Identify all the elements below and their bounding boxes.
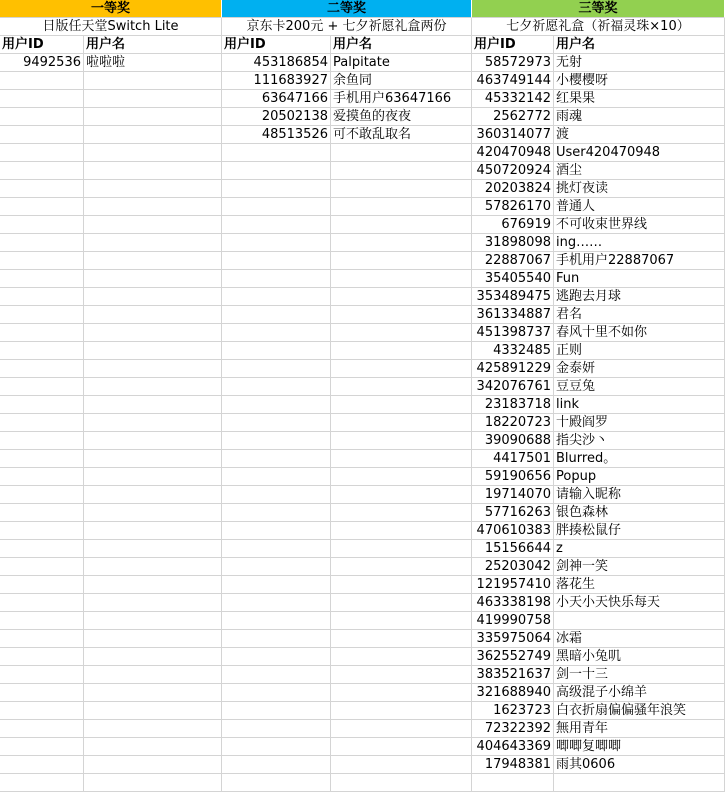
username-cell[interactable]: 十殿阎罗 (554, 414, 725, 432)
tier-prize[interactable]: 七夕祈愿礼盒（祈福灵珠×10） (472, 18, 725, 36)
username-cell[interactable] (84, 558, 222, 576)
user-id-cell[interactable]: 362552749 (472, 648, 554, 666)
username-cell[interactable] (331, 180, 472, 198)
username-cell[interactable] (331, 216, 472, 234)
username-cell[interactable]: 唧唧复唧唧 (554, 738, 725, 756)
username-cell[interactable]: 渡 (554, 126, 725, 144)
username-cell[interactable]: 逃跑去月球 (554, 288, 725, 306)
username-cell[interactable] (84, 72, 222, 90)
username-cell[interactable] (84, 702, 222, 720)
username-cell[interactable]: 君名 (554, 306, 725, 324)
user-id-cell[interactable] (0, 270, 84, 288)
username-cell[interactable] (331, 522, 472, 540)
user-id-cell[interactable]: 361334887 (472, 306, 554, 324)
username-cell[interactable] (331, 576, 472, 594)
user-id-cell[interactable] (222, 756, 331, 774)
username-cell[interactable] (84, 126, 222, 144)
user-id-cell[interactable] (0, 504, 84, 522)
user-id-cell[interactable] (222, 540, 331, 558)
user-id-cell[interactable] (0, 198, 84, 216)
username-cell[interactable]: 手机用户22887067 (554, 252, 725, 270)
user-id-cell[interactable]: 470610383 (472, 522, 554, 540)
user-id-cell[interactable] (222, 468, 331, 486)
user-id-cell[interactable]: 25203042 (472, 558, 554, 576)
username-cell[interactable] (331, 702, 472, 720)
user-id-cell[interactable] (0, 216, 84, 234)
user-id-cell[interactable] (222, 594, 331, 612)
user-id-cell[interactable] (222, 252, 331, 270)
username-cell[interactable] (331, 540, 472, 558)
tier-title[interactable]: 一等奖 (0, 0, 222, 18)
username-cell[interactable] (331, 162, 472, 180)
username-cell[interactable] (331, 378, 472, 396)
tier-title[interactable]: 三等奖 (472, 0, 725, 18)
user-id-cell[interactable]: 111683927 (222, 72, 331, 90)
username-cell[interactable] (84, 378, 222, 396)
username-cell[interactable] (331, 414, 472, 432)
user-id-cell[interactable] (222, 720, 331, 738)
username-cell[interactable]: 指尖沙丶 (554, 432, 725, 450)
user-id-cell[interactable]: 121957410 (472, 576, 554, 594)
username-cell[interactable] (84, 720, 222, 738)
user-id-cell[interactable] (0, 90, 84, 108)
username-cell[interactable] (84, 288, 222, 306)
username-cell[interactable] (84, 216, 222, 234)
user-id-cell[interactable] (0, 756, 84, 774)
username-cell[interactable]: link (554, 396, 725, 414)
user-id-cell[interactable]: 35405540 (472, 270, 554, 288)
username-cell[interactable] (331, 306, 472, 324)
username-cell[interactable] (84, 144, 222, 162)
username-cell[interactable]: 白衣折扇偏偏骚年浪笑 (554, 702, 725, 720)
user-id-cell[interactable]: 19714070 (472, 486, 554, 504)
username-cell[interactable] (84, 324, 222, 342)
username-cell[interactable]: z (554, 540, 725, 558)
username-cell[interactable] (84, 162, 222, 180)
user-id-cell[interactable] (222, 378, 331, 396)
user-id-cell[interactable]: 63647166 (222, 90, 331, 108)
user-id-cell[interactable]: 383521637 (472, 666, 554, 684)
user-id-cell[interactable] (0, 288, 84, 306)
user-id-cell[interactable] (222, 306, 331, 324)
username-cell[interactable] (84, 432, 222, 450)
user-id-cell[interactable] (222, 702, 331, 720)
username-cell[interactable]: 可不敢乱取名 (331, 126, 472, 144)
user-id-cell[interactable] (0, 378, 84, 396)
user-id-cell[interactable]: 676919 (472, 216, 554, 234)
username-cell[interactable] (331, 288, 472, 306)
username-cell[interactable]: 無用青年 (554, 720, 725, 738)
username-cell[interactable] (84, 270, 222, 288)
user-id-cell[interactable]: 353489475 (472, 288, 554, 306)
user-id-cell[interactable]: 15156644 (472, 540, 554, 558)
username-cell[interactable] (84, 594, 222, 612)
username-cell[interactable] (331, 684, 472, 702)
username-cell[interactable]: 春风十里不如你 (554, 324, 725, 342)
username-cell[interactable]: 普通人 (554, 198, 725, 216)
user-id-cell[interactable] (222, 234, 331, 252)
username-cell[interactable] (84, 450, 222, 468)
username-cell[interactable] (331, 450, 472, 468)
username-cell[interactable] (331, 360, 472, 378)
username-cell[interactable] (331, 144, 472, 162)
user-id-cell[interactable] (0, 738, 84, 756)
user-id-cell[interactable] (0, 648, 84, 666)
username-cell[interactable]: 爱摸鱼的夜夜 (331, 108, 472, 126)
user-id-cell[interactable]: 2562772 (472, 108, 554, 126)
tier-prize[interactable]: 京东卡200元 + 七夕祈愿礼盒两份 (222, 18, 472, 36)
user-id-cell[interactable] (0, 108, 84, 126)
user-id-cell[interactable] (0, 360, 84, 378)
user-id-cell[interactable]: 57716263 (472, 504, 554, 522)
user-id-cell[interactable] (0, 306, 84, 324)
user-id-cell[interactable]: 4417501 (472, 450, 554, 468)
user-id-cell[interactable] (0, 486, 84, 504)
user-id-cell[interactable] (222, 666, 331, 684)
column-header-username[interactable]: 用户名 (331, 36, 472, 54)
user-id-cell[interactable] (222, 270, 331, 288)
username-cell[interactable] (84, 306, 222, 324)
user-id-cell[interactable] (222, 396, 331, 414)
user-id-cell[interactable]: 404643369 (472, 738, 554, 756)
username-cell[interactable]: 高级混子小绵羊 (554, 684, 725, 702)
username-cell[interactable] (331, 594, 472, 612)
user-id-cell[interactable]: 59190656 (472, 468, 554, 486)
username-cell[interactable]: 剑一十三 (554, 666, 725, 684)
username-cell[interactable] (331, 486, 472, 504)
username-cell[interactable] (84, 630, 222, 648)
user-id-cell[interactable] (0, 720, 84, 738)
user-id-cell[interactable] (222, 180, 331, 198)
username-cell[interactable] (331, 738, 472, 756)
username-cell[interactable]: 银色森林 (554, 504, 725, 522)
username-cell[interactable] (331, 432, 472, 450)
username-cell[interactable] (84, 774, 222, 792)
user-id-cell[interactable]: 45332142 (472, 90, 554, 108)
username-cell[interactable]: 剑神一笑 (554, 558, 725, 576)
user-id-cell[interactable]: 39090688 (472, 432, 554, 450)
user-id-cell[interactable] (222, 324, 331, 342)
user-id-cell[interactable] (222, 504, 331, 522)
user-id-cell[interactable] (222, 342, 331, 360)
column-header-user-id[interactable]: 用户ID (222, 36, 331, 54)
user-id-cell[interactable]: 48513526 (222, 126, 331, 144)
username-cell[interactable] (331, 198, 472, 216)
user-id-cell[interactable] (0, 126, 84, 144)
username-cell[interactable]: 胖揍松鼠仔 (554, 522, 725, 540)
user-id-cell[interactable] (0, 684, 84, 702)
username-cell[interactable] (331, 558, 472, 576)
user-id-cell[interactable]: 342076761 (472, 378, 554, 396)
user-id-cell[interactable]: 17948381 (472, 756, 554, 774)
user-id-cell[interactable]: 57826170 (472, 198, 554, 216)
user-id-cell[interactable] (222, 288, 331, 306)
username-cell[interactable] (84, 576, 222, 594)
username-cell[interactable]: 小天小天快乐每天 (554, 594, 725, 612)
username-cell[interactable] (84, 612, 222, 630)
user-id-cell[interactable] (222, 414, 331, 432)
user-id-cell[interactable] (0, 666, 84, 684)
username-cell[interactable] (331, 774, 472, 792)
user-id-cell[interactable]: 360314077 (472, 126, 554, 144)
column-header-user-id[interactable]: 用户ID (0, 36, 84, 54)
username-cell[interactable] (84, 756, 222, 774)
username-cell[interactable] (331, 324, 472, 342)
user-id-cell[interactable] (222, 738, 331, 756)
username-cell[interactable] (331, 504, 472, 522)
username-cell[interactable] (331, 396, 472, 414)
user-id-cell[interactable] (0, 162, 84, 180)
username-cell[interactable] (554, 774, 725, 792)
user-id-cell[interactable] (222, 432, 331, 450)
username-cell[interactable] (331, 612, 472, 630)
username-cell[interactable] (331, 270, 472, 288)
user-id-cell[interactable]: 453186854 (222, 54, 331, 72)
user-id-cell[interactable] (222, 774, 331, 792)
user-id-cell[interactable] (0, 342, 84, 360)
column-header-user-id[interactable]: 用户ID (472, 36, 554, 54)
username-cell[interactable] (331, 756, 472, 774)
username-cell[interactable] (84, 522, 222, 540)
username-cell[interactable] (84, 396, 222, 414)
user-id-cell[interactable] (0, 612, 84, 630)
user-id-cell[interactable]: 335975064 (472, 630, 554, 648)
username-cell[interactable] (84, 90, 222, 108)
username-cell[interactable] (331, 666, 472, 684)
username-cell[interactable]: 正则 (554, 342, 725, 360)
username-cell[interactable]: 手机用户63647166 (331, 90, 472, 108)
username-cell[interactable] (84, 666, 222, 684)
username-cell[interactable] (331, 720, 472, 738)
username-cell[interactable] (84, 684, 222, 702)
username-cell[interactable]: 黑暗小兔叽 (554, 648, 725, 666)
user-id-cell[interactable]: 4332485 (472, 342, 554, 360)
user-id-cell[interactable] (0, 630, 84, 648)
user-id-cell[interactable] (222, 450, 331, 468)
user-id-cell[interactable] (222, 522, 331, 540)
username-cell[interactable]: 冰霜 (554, 630, 725, 648)
user-id-cell[interactable]: 321688940 (472, 684, 554, 702)
user-id-cell[interactable]: 451398737 (472, 324, 554, 342)
user-id-cell[interactable]: 22887067 (472, 252, 554, 270)
user-id-cell[interactable]: 425891229 (472, 360, 554, 378)
user-id-cell[interactable] (0, 252, 84, 270)
tier-prize[interactable]: 日版任天堂Switch Lite (0, 18, 222, 36)
username-cell[interactable]: 落花生 (554, 576, 725, 594)
user-id-cell[interactable] (222, 198, 331, 216)
username-cell[interactable] (84, 648, 222, 666)
username-cell[interactable] (84, 414, 222, 432)
username-cell[interactable]: 小樱樱呀 (554, 72, 725, 90)
user-id-cell[interactable]: 450720924 (472, 162, 554, 180)
user-id-cell[interactable] (0, 396, 84, 414)
username-cell[interactable] (84, 486, 222, 504)
user-id-cell[interactable] (0, 450, 84, 468)
username-cell[interactable]: Popup (554, 468, 725, 486)
username-cell[interactable]: 无射 (554, 54, 725, 72)
username-cell[interactable] (331, 648, 472, 666)
username-cell[interactable] (331, 252, 472, 270)
column-header-username[interactable]: 用户名 (84, 36, 222, 54)
user-id-cell[interactable] (0, 522, 84, 540)
user-id-cell[interactable] (222, 216, 331, 234)
username-cell[interactable]: 金泰妍 (554, 360, 725, 378)
user-id-cell[interactable] (0, 324, 84, 342)
username-cell[interactable] (84, 360, 222, 378)
user-id-cell[interactable] (0, 414, 84, 432)
username-cell[interactable] (84, 342, 222, 360)
user-id-cell[interactable]: 420470948 (472, 144, 554, 162)
user-id-cell[interactable] (0, 774, 84, 792)
username-cell[interactable] (84, 198, 222, 216)
user-id-cell[interactable] (222, 162, 331, 180)
username-cell[interactable] (84, 738, 222, 756)
user-id-cell[interactable]: 20502138 (222, 108, 331, 126)
user-id-cell[interactable] (0, 702, 84, 720)
column-header-username[interactable]: 用户名 (554, 36, 725, 54)
user-id-cell[interactable]: 31898098 (472, 234, 554, 252)
user-id-cell[interactable] (222, 684, 331, 702)
user-id-cell[interactable]: 20203824 (472, 180, 554, 198)
user-id-cell[interactable] (0, 144, 84, 162)
user-id-cell[interactable] (0, 234, 84, 252)
user-id-cell[interactable]: 72322392 (472, 720, 554, 738)
user-id-cell[interactable] (222, 360, 331, 378)
username-cell[interactable]: Palpitate (331, 54, 472, 72)
username-cell[interactable]: Blurred。 (554, 450, 725, 468)
username-cell[interactable] (331, 630, 472, 648)
user-id-cell[interactable]: 9492536 (0, 54, 84, 72)
username-cell[interactable]: 挑灯夜读 (554, 180, 725, 198)
user-id-cell[interactable]: 1623723 (472, 702, 554, 720)
user-id-cell[interactable] (222, 486, 331, 504)
user-id-cell[interactable] (0, 540, 84, 558)
username-cell[interactable]: User420470948 (554, 144, 725, 162)
username-cell[interactable] (84, 252, 222, 270)
user-id-cell[interactable]: 419990758 (472, 612, 554, 630)
username-cell[interactable]: 不可收束世界线 (554, 216, 725, 234)
username-cell[interactable] (554, 612, 725, 630)
user-id-cell[interactable] (0, 594, 84, 612)
username-cell[interactable]: ing…… (554, 234, 725, 252)
user-id-cell[interactable] (0, 558, 84, 576)
user-id-cell[interactable] (222, 612, 331, 630)
username-cell[interactable]: 雨其0606 (554, 756, 725, 774)
user-id-cell[interactable] (222, 576, 331, 594)
username-cell[interactable] (331, 468, 472, 486)
username-cell[interactable]: 啦啦啦 (84, 54, 222, 72)
user-id-cell[interactable]: 23183718 (472, 396, 554, 414)
user-id-cell[interactable] (0, 180, 84, 198)
user-id-cell[interactable] (222, 630, 331, 648)
username-cell[interactable] (84, 540, 222, 558)
username-cell[interactable] (84, 468, 222, 486)
username-cell[interactable] (84, 234, 222, 252)
username-cell[interactable]: Fun (554, 270, 725, 288)
user-id-cell[interactable]: 463338198 (472, 594, 554, 612)
username-cell[interactable]: 红果果 (554, 90, 725, 108)
user-id-cell[interactable] (222, 558, 331, 576)
user-id-cell[interactable] (0, 72, 84, 90)
username-cell[interactable] (331, 234, 472, 252)
username-cell[interactable]: 请输入昵称 (554, 486, 725, 504)
user-id-cell[interactable]: 58572973 (472, 54, 554, 72)
user-id-cell[interactable] (472, 774, 554, 792)
username-cell[interactable]: 豆豆兔 (554, 378, 725, 396)
user-id-cell[interactable] (222, 648, 331, 666)
username-cell[interactable] (84, 504, 222, 522)
username-cell[interactable] (84, 180, 222, 198)
username-cell[interactable] (84, 108, 222, 126)
user-id-cell[interactable] (222, 144, 331, 162)
tier-title[interactable]: 二等奖 (222, 0, 472, 18)
username-cell[interactable]: 酒尘 (554, 162, 725, 180)
user-id-cell[interactable]: 18220723 (472, 414, 554, 432)
username-cell[interactable] (331, 342, 472, 360)
user-id-cell[interactable]: 463749144 (472, 72, 554, 90)
user-id-cell[interactable] (0, 432, 84, 450)
user-id-cell[interactable] (0, 576, 84, 594)
user-id-cell[interactable] (0, 468, 84, 486)
username-cell[interactable]: 雨魂 (554, 108, 725, 126)
username-cell[interactable]: 余鱼同 (331, 72, 472, 90)
